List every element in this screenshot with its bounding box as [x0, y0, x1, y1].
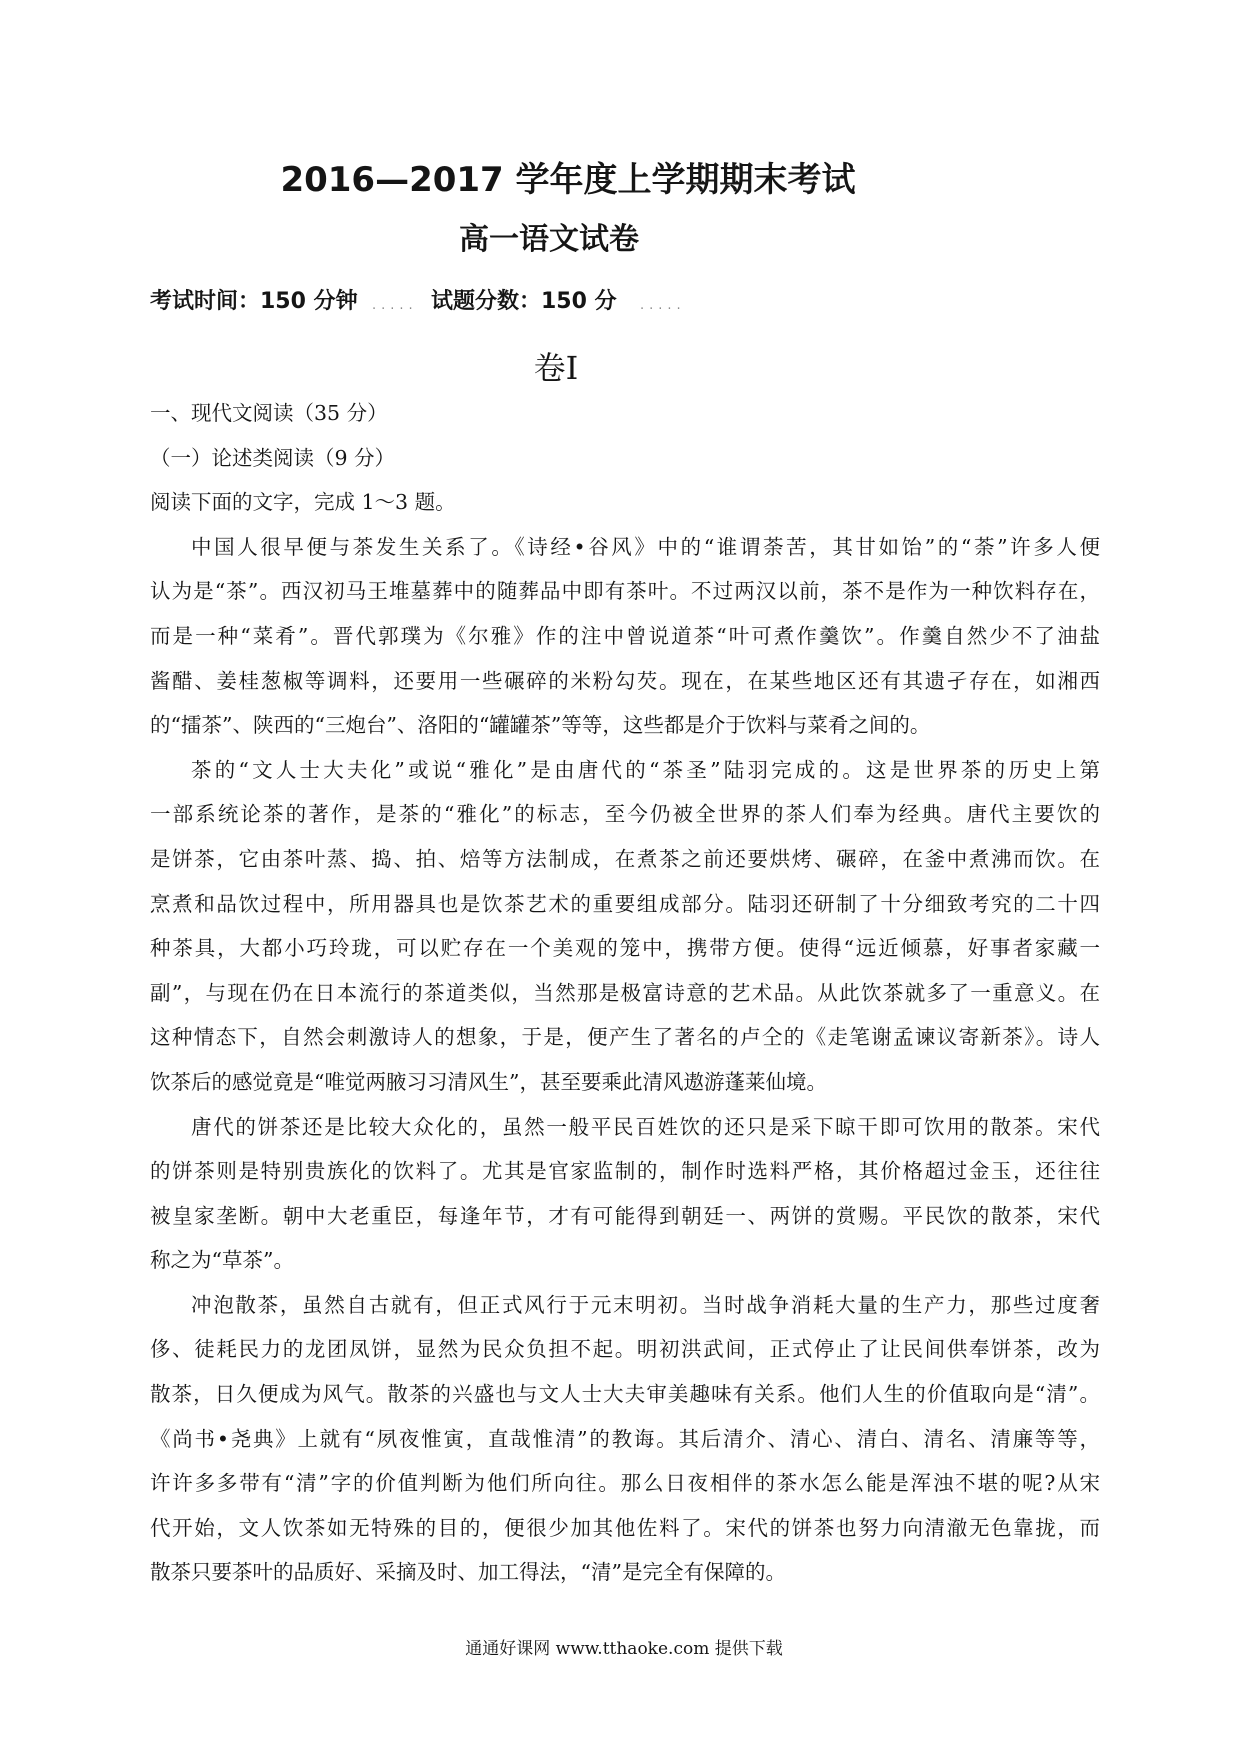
volume-heading: 卷Ⅰ [533, 349, 579, 387]
passage-line: 副”，与现在仍在日本流行的茶道类似，当然那是极富诗意的艺术品。从此饮茶就多了一重意义。在 [150, 980, 1100, 1005]
passage-paragraph [150, 1105, 1100, 1283]
passage-line: 酱醋、姜桂葱椒等调料，还要用一些碾碎的米粉勾芡。现在，在某些地区还有其遗孑存在，如湘西 [150, 668, 1100, 693]
passage-line: 这种情态下，自然会刺激诗人的想象，于是，便产生了著名的卢仝的《走笔谢孟谏议寄新茶》。诗人 [150, 1025, 1100, 1050]
passage-line: 被皇家垄断。朝中大老重臣，每逢年节，才有可能得到朝廷一、两饼的赏赐。平民饮的散茶，宋代 [150, 1203, 1100, 1228]
exam-body [150, 391, 1100, 1595]
passage-line: 是饼茶，它由茶叶蒸、捣、拍、焙等方法制成，在煮茶之前还要烘烤、碾碎，在釜中煮沸而饮。在 [150, 846, 1100, 871]
passage-line: 冲泡散茶，虽然自古就有，但正式风行于元末明初。当时战争消耗大量的生产力，那些过度奢 [191, 1292, 1100, 1317]
passage-line: 烹煮和品饮过程中，所用器具也是饮茶艺术的重要组成部分。陆羽还研制了十分细致考究的二十四 [150, 891, 1100, 916]
passage-paragraph [150, 525, 1100, 748]
passage-line: 茶的“文人士大夫化”或说“雅化”是由唐代的“茶圣”陆羽完成的。这是世界茶的历史上第 [191, 757, 1100, 782]
passage-line: 的饼茶则是特别贵族化的饮料了。尤其是官家监制的，制作时选料严格，其价格超过金玉，还往往 [150, 1159, 1100, 1184]
section-heading: 一、现代文阅读（35 分） [150, 401, 388, 425]
passage-line: 许许多多带有“清”字的价值判断为他们所向往。那么日夜相伴的茶水怎么能是浑浊不堪的呢?从宋 [150, 1471, 1100, 1496]
passage-line: 中国人很早便与茶发生关系了。《诗经•谷风》中的“谁谓荼苦，其甘如饴”的“荼”许多人便 [191, 534, 1100, 559]
section-subheading: （一）论述类阅读（9 分） [150, 445, 396, 470]
reading-instruction: 阅读下面的文字，完成 1～3 题。 [150, 490, 456, 515]
blank-dots: ..... [640, 298, 686, 313]
passage-line: 一部系统论茶的著作，是茶的“雅化”的标志，至今仍被全世界的茶人们奉为经典。唐代主要饮的 [150, 802, 1100, 827]
passage-line: 而是一种“菜肴”。晋代郭璞为《尔雅》作的注中曾说道茶“叶可煮作羹饮”。作羹自然少不了油盐 [150, 623, 1100, 648]
passage-line: 种茶具，大都小巧玲珑，可以贮存在一个美观的笼中，携带方便。使得“远近倾慕，好事者家藏一 [150, 936, 1100, 961]
passage-paragraph [150, 748, 1100, 1105]
exam-time-label: 考试时间：150 分钟 [150, 289, 358, 314]
passage-line: 散茶只要茶叶的品质好、采摘及时、加工得法，“清”是完全有保障的。 [150, 1560, 786, 1585]
passage-line: 认为是“茶”。西汉初马王堆墓葬中的随葬品中即有茶叶。不过两汉以前，茶不是作为一种饮料存在， [150, 579, 1100, 604]
passage-line: 唐代的饼茶还是比较大众化的，虽然一般平民百姓饮的还只是采下晾干即可饮用的散茶。宋代 [191, 1114, 1100, 1139]
page-footer: 通通好课网 www.tthaoke.com 提供下载 [465, 1639, 783, 1659]
passage-line: 散茶，日久便成为风气。散茶的兴盛也与文人士大夫审美趣味有关系。他们人生的价值取向是“清”。 [150, 1382, 1100, 1407]
blank-dots: ..... [372, 298, 418, 313]
passage-line: 代开始，文人饮茶如无特殊的目的，便很少加其他佐料了。宋代的饼茶也努力向清澈无色靠拢，而 [150, 1515, 1100, 1540]
passage-paragraph [150, 1283, 1100, 1595]
exam-score-label: 试题分数：150 分 [431, 289, 617, 314]
exam-subtitle: 高一语文试卷 [459, 222, 639, 257]
passage-line: 的“擂茶”、陕西的“三炮台”、洛阳的“罐罐茶”等等，这些都是介于饮料与菜肴之间的。 [150, 713, 931, 738]
passage-line: 侈、徒耗民力的龙团凤饼，显然为民众负担不起。明初洪武间，正式停止了让民间供奉饼茶，改为 [150, 1337, 1100, 1362]
passage-line: 饮茶后的感觉竟是“唯觉两腋习习清风生”，甚至要乘此清风遨游蓬莱仙境。 [150, 1069, 827, 1094]
exam-title: 2016—2017 学年度上学期期末考试 [280, 160, 856, 200]
passage-line: 称之为“草茶”。 [150, 1248, 294, 1273]
reading-passage [150, 525, 1100, 1595]
passage-line: 《尚书•尧典》上就有“夙夜惟寅，直哉惟清”的教诲。其后清介、清心、清白、清名、清廉等等， [150, 1426, 1100, 1451]
